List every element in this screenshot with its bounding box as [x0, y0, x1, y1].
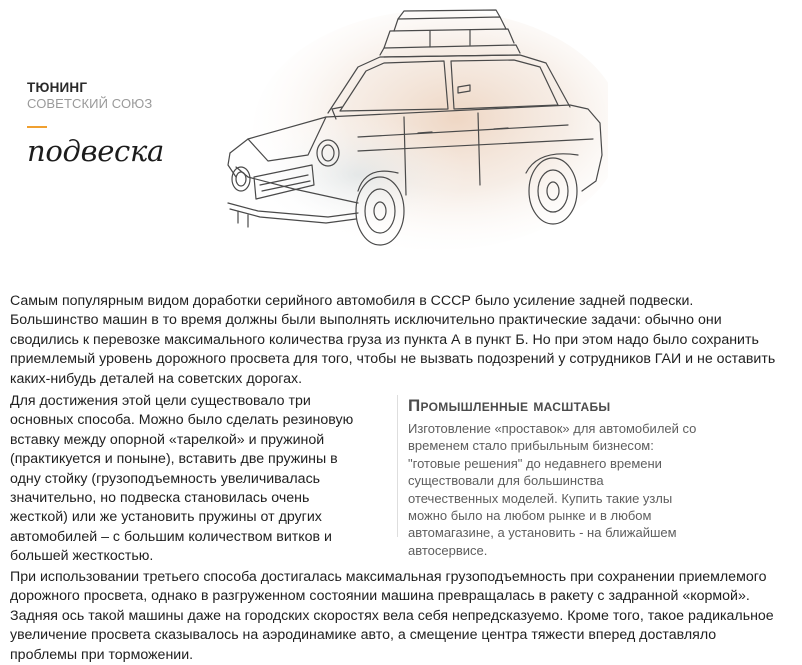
section-sub-kicker: СОВЕТСКИЙ СОЮЗ — [27, 96, 153, 111]
accent-divider — [27, 126, 47, 128]
soviet-car-with-luggage-illustration — [208, 5, 608, 255]
article-closing-paragraph: При использовании третьего способа достигалась максимальная грузоподъемность при сохранении приемлемого дорожного просвета, однако в разгруженном состоянии машина превращалась в ракету с задранной «кормой». Задняя ось такой машины даже на городских скоростях вела себя непредсказуемо. Кроме того, такое радикальное увеличение просвета сказывалось на аэродинамике авто, а смещение центра тяжести вперед доставляло проблемы при торможении. — [10, 569, 774, 663]
page-title: подвеска — [27, 134, 165, 168]
sidebar-text: Изготовление «проставок» для автомобилей со временем стало прибыльным бизнесом: "готовые решения" до недавнего времени существовали для большинства отечественных моделей. Купить такие узлы можно было на любом рынке и в любом автомагазине, а установить - на ближайшем автосервисе. — [408, 421, 697, 558]
section-kicker: ТЮНИНГ — [27, 80, 88, 95]
sidebar-title: Промышленные масштабы — [408, 396, 611, 415]
article-left-column-paragraph: Для достижения этой цели существовало три основных способа. Можно было сделать резиновую вставку между опорной «тарелкой» и пружиной (практикуется и поныне), вставить две пружины в одну стойку (грузоподъемность увеличивалась значительно, но подвеска становилась очень жесткой) или же установить пружины от других автомобилей – с большим количеством витков и большей жесткостью. — [10, 393, 354, 565]
sidebar-box — [397, 395, 697, 558]
article-lead-paragraph: Самым популярным видом доработки серийного автомобиля в СССР было усиление задней подвески. Большинство машин в то время должны были выполнять исключительно практические задачи: обычно они сводились к перевозке максимального количества груза из пункта А в пункт Б. Но при этом надо было сохранить приемлемый уровень дорожного просвета для того, чтобы не вызвать подозрений у сотрудников ГАИ и не оставить каких-нибудь деталей на советских дорогах. — [10, 293, 776, 387]
section-header — [27, 80, 207, 168]
